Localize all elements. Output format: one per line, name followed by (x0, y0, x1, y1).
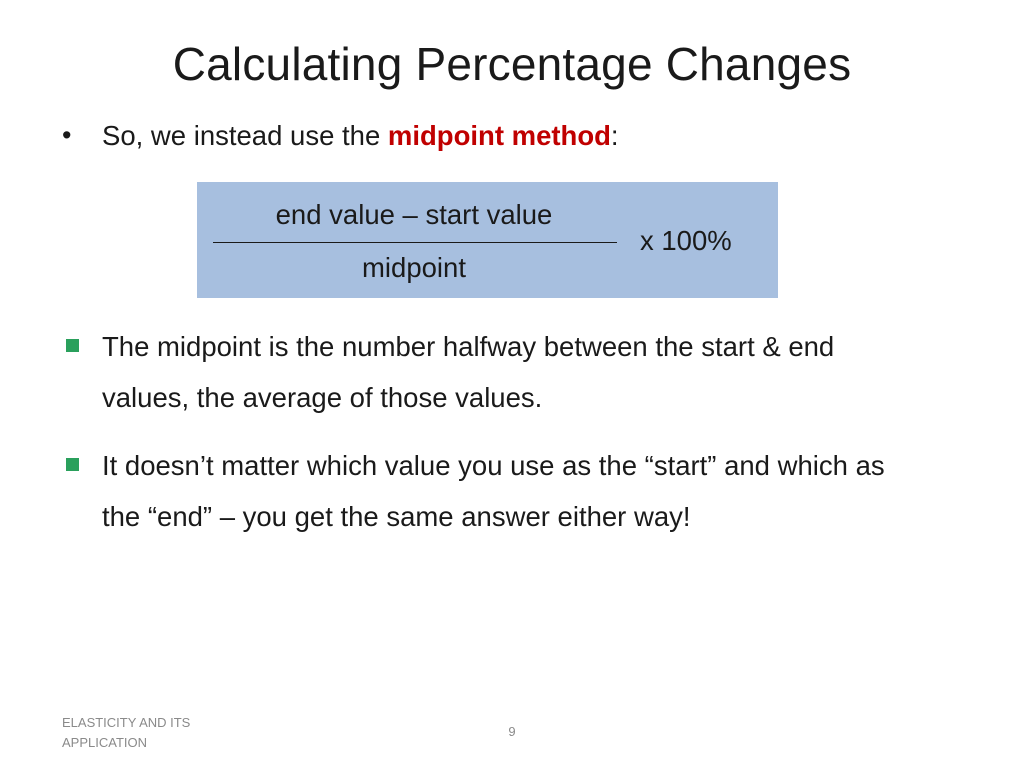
green-square-bullet-icon (66, 339, 79, 352)
page-number: 9 (508, 724, 516, 739)
bullet-text: The midpoint is the number halfway between the start & end values, the average of those values. (102, 331, 835, 413)
footer-label: ELASTICITY AND ITS APPLICATION (62, 715, 191, 750)
bullet-text-lead: So, we instead use the (102, 120, 388, 151)
midpoint-method-emphasis: midpoint method (387, 120, 611, 151)
slide-title: Calculating Percentage Changes (172, 38, 852, 90)
bullet-dot-icon: • (62, 120, 72, 150)
formula-numerator: end value – start value (275, 199, 553, 230)
formula-multiplier: x 100% (640, 225, 732, 256)
green-square-bullet-icon (66, 458, 79, 471)
bullet-text: It doesn’t matter which value you use as the “start” and which as the “end” – you get the same answer either way! (102, 450, 885, 532)
fraction-line (213, 242, 617, 243)
bullet-text (102, 110, 922, 161)
formula-box (197, 182, 778, 298)
formula-fraction (211, 182, 617, 298)
formula-denominator: midpoint (362, 252, 466, 283)
bullet-text-colon: : (610, 120, 619, 151)
